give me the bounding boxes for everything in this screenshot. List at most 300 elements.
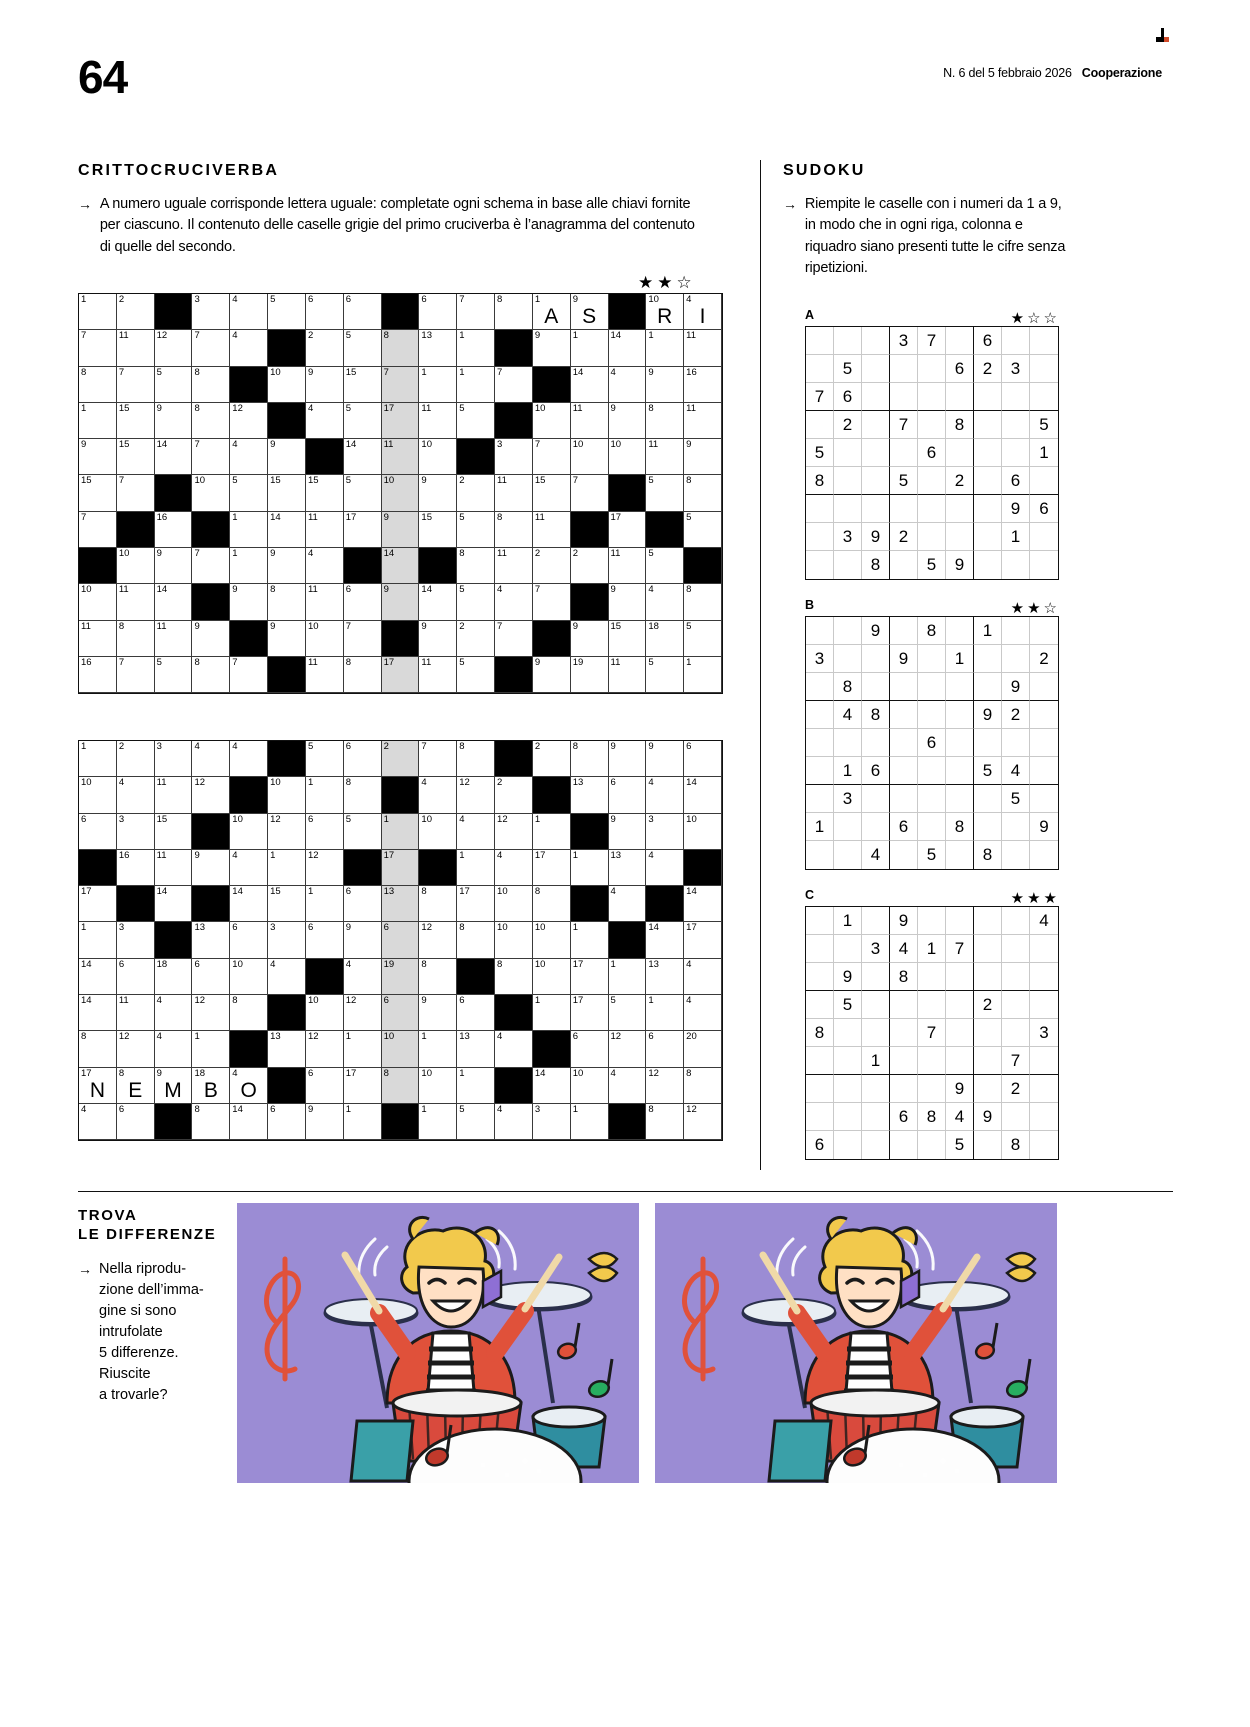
crossword-cell[interactable] xyxy=(192,1104,230,1140)
sudoku-cell-empty[interactable] xyxy=(890,355,918,383)
sudoku-cell-empty[interactable] xyxy=(974,1131,1002,1159)
crossword-cell[interactable] xyxy=(79,814,117,850)
sudoku-cell-empty[interactable] xyxy=(806,673,834,701)
crossword-cell[interactable] xyxy=(268,512,306,548)
sudoku-cell-empty[interactable] xyxy=(974,907,1002,935)
sudoku-cell-given[interactable]: 1 xyxy=(806,813,834,841)
crossword-cell[interactable] xyxy=(306,850,344,886)
crossword-cell[interactable] xyxy=(344,367,382,403)
sudoku-cell-given[interactable]: 9 xyxy=(862,617,890,645)
sudoku-cell-empty[interactable] xyxy=(834,551,862,579)
sudoku-cell-given[interactable]: 5 xyxy=(974,757,1002,785)
crossword-cell[interactable] xyxy=(419,1104,457,1140)
crossword-cell[interactable] xyxy=(609,959,647,995)
sudoku-cell-given[interactable]: 3 xyxy=(834,785,862,813)
crossword-cell[interactable] xyxy=(192,1031,230,1067)
sudoku-cell-empty[interactable] xyxy=(862,411,890,439)
sudoku-cell-empty[interactable] xyxy=(890,495,918,523)
sudoku-cell-given[interactable]: 1 xyxy=(946,645,974,673)
crossword-cell[interactable] xyxy=(646,995,684,1031)
sudoku-cell-empty[interactable] xyxy=(1030,467,1058,495)
crossword-cell[interactable] xyxy=(192,403,230,439)
crossword-cell[interactable] xyxy=(419,995,457,1031)
sudoku-cell-empty[interactable] xyxy=(1030,841,1058,869)
sudoku-cell-given[interactable]: 4 xyxy=(946,1103,974,1131)
crossword-cell[interactable] xyxy=(230,294,268,330)
crossword-cell[interactable] xyxy=(495,959,533,995)
crossword-cell[interactable] xyxy=(609,403,647,439)
sudoku-cell-empty[interactable] xyxy=(890,1047,918,1075)
sudoku-cell-empty[interactable] xyxy=(806,785,834,813)
crossword-cell[interactable] xyxy=(192,777,230,813)
crossword-cell[interactable] xyxy=(495,886,533,922)
sudoku-cell-empty[interactable] xyxy=(806,617,834,645)
crossword-cell[interactable] xyxy=(117,777,155,813)
crossword-cell[interactable] xyxy=(571,777,609,813)
crossword-cell[interactable] xyxy=(571,621,609,657)
crossword-cell[interactable] xyxy=(684,886,722,922)
sudoku-cell-empty[interactable] xyxy=(974,729,1002,757)
sudoku-cell-given[interactable]: 4 xyxy=(862,841,890,869)
sudoku-cell-empty[interactable] xyxy=(918,495,946,523)
crossword-cell[interactable] xyxy=(79,439,117,475)
crossword-cell[interactable] xyxy=(192,1068,230,1104)
sudoku-cell-empty[interactable] xyxy=(834,1131,862,1159)
crossword-cell[interactable] xyxy=(268,850,306,886)
crossword-cell[interactable] xyxy=(192,548,230,584)
sudoku-cell-given[interactable]: 3 xyxy=(806,645,834,673)
sudoku-cell-empty[interactable] xyxy=(974,813,1002,841)
sudoku-cell-empty[interactable] xyxy=(806,551,834,579)
crossword-cell[interactable] xyxy=(533,548,571,584)
sudoku-cell-empty[interactable] xyxy=(890,1075,918,1103)
sudoku-cell-given[interactable]: 8 xyxy=(918,1103,946,1131)
crossword-cell[interactable] xyxy=(457,741,495,777)
sudoku-cell-empty[interactable] xyxy=(974,467,1002,495)
sudoku-cell-empty[interactable] xyxy=(1002,617,1030,645)
crossword-cell[interactable] xyxy=(79,403,117,439)
sudoku-cell-empty[interactable] xyxy=(806,355,834,383)
crossword-cell[interactable] xyxy=(155,1068,193,1104)
sudoku-cell-given[interactable]: 2 xyxy=(1002,701,1030,729)
crossword-cell[interactable] xyxy=(495,512,533,548)
crossword-cell[interactable] xyxy=(306,403,344,439)
sudoku-cell-given[interactable]: 3 xyxy=(1002,355,1030,383)
crossword-cell[interactable] xyxy=(571,922,609,958)
sudoku-cell-given[interactable]: 2 xyxy=(946,467,974,495)
crossword-cell[interactable] xyxy=(117,403,155,439)
sudoku-cell-given[interactable]: 5 xyxy=(1030,411,1058,439)
sudoku-cell-given[interactable]: 7 xyxy=(806,383,834,411)
sudoku-cell-empty[interactable] xyxy=(1002,439,1030,467)
crossword-cell[interactable] xyxy=(344,621,382,657)
sudoku-cell-empty[interactable] xyxy=(918,991,946,1019)
crossword-cell[interactable] xyxy=(155,439,193,475)
crossword-cell[interactable] xyxy=(419,512,457,548)
crossword-cell[interactable] xyxy=(684,657,722,693)
crossword-cell[interactable] xyxy=(155,512,193,548)
sudoku-cell-empty[interactable] xyxy=(946,383,974,411)
crossword-cell[interactable] xyxy=(306,886,344,922)
crossword-cell[interactable] xyxy=(457,512,495,548)
crossword-cell[interactable] xyxy=(646,294,684,330)
crossword-cell[interactable] xyxy=(117,548,155,584)
crossword-cell[interactable] xyxy=(79,959,117,995)
sudoku-cell-empty[interactable] xyxy=(1030,991,1058,1019)
crossword-cell[interactable] xyxy=(344,294,382,330)
crossword-cell[interactable] xyxy=(646,657,684,693)
crossword-cell[interactable] xyxy=(684,512,722,548)
sudoku-cell-empty[interactable] xyxy=(1002,991,1030,1019)
sudoku-cell-empty[interactable] xyxy=(806,963,834,991)
crossword-cell[interactable] xyxy=(306,1068,344,1104)
sudoku-cell-empty[interactable] xyxy=(946,523,974,551)
crossword-cell[interactable] xyxy=(419,330,457,366)
crossword-cell[interactable] xyxy=(230,995,268,1031)
sudoku-cell-given[interactable]: 5 xyxy=(890,467,918,495)
sudoku-cell-empty[interactable] xyxy=(1002,1103,1030,1131)
sudoku-cell-empty[interactable] xyxy=(946,907,974,935)
crossword-cell[interactable] xyxy=(117,1104,155,1140)
sudoku-cell-empty[interactable] xyxy=(946,439,974,467)
crossword-cell[interactable] xyxy=(382,995,420,1031)
sudoku-cell-empty[interactable] xyxy=(890,785,918,813)
sudoku-cell-empty[interactable] xyxy=(862,785,890,813)
crossword-cell[interactable] xyxy=(117,439,155,475)
sudoku-cell-empty[interactable] xyxy=(890,991,918,1019)
sudoku-cell-given[interactable]: 3 xyxy=(1030,1019,1058,1047)
crossword-cell[interactable] xyxy=(155,1031,193,1067)
crossword-cell[interactable] xyxy=(457,995,495,1031)
crossword-cell[interactable] xyxy=(684,294,722,330)
crossword-cell[interactable] xyxy=(192,294,230,330)
sudoku-cell-empty[interactable] xyxy=(890,729,918,757)
crossword-cell[interactable] xyxy=(306,548,344,584)
crossword-cell[interactable] xyxy=(457,886,495,922)
sudoku-cell-given[interactable]: 1 xyxy=(834,907,862,935)
sudoku-cell-given[interactable]: 2 xyxy=(974,355,1002,383)
crossword-cell[interactable] xyxy=(306,777,344,813)
sudoku-cell-given[interactable]: 2 xyxy=(834,411,862,439)
crossword-cell[interactable] xyxy=(117,294,155,330)
crossword-cell[interactable] xyxy=(533,995,571,1031)
crossword-cell[interactable] xyxy=(344,475,382,511)
sudoku-cell-empty[interactable] xyxy=(890,1019,918,1047)
crossword-cell[interactable] xyxy=(79,512,117,548)
crossword-cell[interactable] xyxy=(268,367,306,403)
crossword-cell[interactable] xyxy=(382,741,420,777)
sudoku-cell-empty[interactable] xyxy=(834,439,862,467)
crossword-cell[interactable] xyxy=(344,1068,382,1104)
sudoku-cell-empty[interactable] xyxy=(862,673,890,701)
crossword-cell[interactable] xyxy=(268,621,306,657)
sudoku-cell-empty[interactable] xyxy=(974,523,1002,551)
sudoku-cell-empty[interactable] xyxy=(862,991,890,1019)
crossword-cell[interactable] xyxy=(79,294,117,330)
crossword-cell[interactable] xyxy=(609,1031,647,1067)
sudoku-grid-c[interactable] xyxy=(805,906,1059,1160)
crossword-cell[interactable] xyxy=(117,584,155,620)
sudoku-cell-given[interactable]: 1 xyxy=(834,757,862,785)
crossword-cell[interactable] xyxy=(609,367,647,403)
crossword-cell[interactable] xyxy=(155,403,193,439)
crossword-cell[interactable] xyxy=(382,475,420,511)
crossword-cell[interactable] xyxy=(230,475,268,511)
crossword-cell[interactable] xyxy=(230,1068,268,1104)
crossword-cell[interactable] xyxy=(419,475,457,511)
crossword-cell[interactable] xyxy=(344,403,382,439)
crossword-cell[interactable] xyxy=(684,814,722,850)
sudoku-cell-empty[interactable] xyxy=(918,963,946,991)
sudoku-cell-empty[interactable] xyxy=(806,1075,834,1103)
crossword-cell[interactable] xyxy=(155,995,193,1031)
crossword-cell[interactable] xyxy=(382,403,420,439)
crossword-cell[interactable] xyxy=(268,475,306,511)
crossword-cell[interactable] xyxy=(155,367,193,403)
crossword-cell[interactable] xyxy=(457,1104,495,1140)
crossword-cell[interactable] xyxy=(609,850,647,886)
crossword-cell[interactable] xyxy=(533,1068,571,1104)
crossword-cell[interactable] xyxy=(419,1068,457,1104)
sudoku-cell-empty[interactable] xyxy=(918,785,946,813)
crossword-cell[interactable] xyxy=(533,1104,571,1140)
sudoku-cell-empty[interactable] xyxy=(806,757,834,785)
crossword-cell[interactable] xyxy=(230,657,268,693)
sudoku-cell-empty[interactable] xyxy=(946,729,974,757)
crossword-cell[interactable] xyxy=(230,548,268,584)
sudoku-cell-empty[interactable] xyxy=(974,551,1002,579)
crossword-cell[interactable] xyxy=(344,330,382,366)
sudoku-cell-given[interactable]: 8 xyxy=(862,701,890,729)
sudoku-cell-empty[interactable] xyxy=(1030,551,1058,579)
crossword-cell[interactable] xyxy=(646,439,684,475)
crossword-cell[interactable] xyxy=(117,1068,155,1104)
crossword-cell[interactable] xyxy=(609,621,647,657)
sudoku-cell-empty[interactable] xyxy=(1030,673,1058,701)
crossword-cell[interactable] xyxy=(268,584,306,620)
crossword-cell[interactable] xyxy=(117,1031,155,1067)
crossword-cell[interactable] xyxy=(457,294,495,330)
sudoku-cell-empty[interactable] xyxy=(862,355,890,383)
sudoku-cell-empty[interactable] xyxy=(946,495,974,523)
crossword-cell[interactable] xyxy=(533,439,571,475)
crossword-cell[interactable] xyxy=(609,512,647,548)
sudoku-cell-given[interactable]: 7 xyxy=(890,411,918,439)
crossword-cell[interactable] xyxy=(192,850,230,886)
crossword-cell[interactable] xyxy=(306,657,344,693)
crossword-cell[interactable] xyxy=(155,548,193,584)
crossword-cell[interactable] xyxy=(382,439,420,475)
sudoku-cell-empty[interactable] xyxy=(974,439,1002,467)
crossword-cell[interactable] xyxy=(344,512,382,548)
sudoku-cell-empty[interactable] xyxy=(862,813,890,841)
sudoku-cell-empty[interactable] xyxy=(890,383,918,411)
crossword-cell[interactable] xyxy=(571,294,609,330)
sudoku-cell-empty[interactable] xyxy=(1002,935,1030,963)
sudoku-cell-empty[interactable] xyxy=(1030,701,1058,729)
sudoku-cell-empty[interactable] xyxy=(862,1019,890,1047)
crossword-cell[interactable] xyxy=(230,1104,268,1140)
crossword-cell[interactable] xyxy=(79,621,117,657)
sudoku-cell-empty[interactable] xyxy=(806,411,834,439)
sudoku-cell-empty[interactable] xyxy=(890,673,918,701)
crossword-cell[interactable] xyxy=(268,294,306,330)
crossword-cell[interactable] xyxy=(306,294,344,330)
crossword-cell[interactable] xyxy=(533,959,571,995)
crossword-cell[interactable] xyxy=(646,777,684,813)
crossword-cell[interactable] xyxy=(344,922,382,958)
crossword-cell[interactable] xyxy=(495,1104,533,1140)
sudoku-cell-given[interactable]: 6 xyxy=(890,1103,918,1131)
crossword-cell[interactable] xyxy=(533,814,571,850)
sudoku-cell-empty[interactable] xyxy=(834,495,862,523)
crossword-cell[interactable] xyxy=(382,850,420,886)
crossword-cell[interactable] xyxy=(344,995,382,1031)
crossword-cell[interactable] xyxy=(79,777,117,813)
crossword-cell[interactable] xyxy=(495,367,533,403)
sudoku-cell-empty[interactable] xyxy=(1030,785,1058,813)
crossword-cell[interactable] xyxy=(79,995,117,1031)
sudoku-cell-given[interactable]: 3 xyxy=(834,523,862,551)
crossword-cell[interactable] xyxy=(571,367,609,403)
sudoku-cell-empty[interactable] xyxy=(918,1131,946,1159)
sudoku-cell-empty[interactable] xyxy=(890,701,918,729)
crossword-cell[interactable] xyxy=(457,814,495,850)
crossword-cell[interactable] xyxy=(382,367,420,403)
crossword-cell[interactable] xyxy=(684,475,722,511)
crossword-cell[interactable] xyxy=(268,777,306,813)
sudoku-cell-empty[interactable] xyxy=(974,411,1002,439)
sudoku-cell-empty[interactable] xyxy=(806,935,834,963)
sudoku-cell-given[interactable]: 6 xyxy=(890,813,918,841)
crossword-cell[interactable] xyxy=(117,922,155,958)
crossword-cell[interactable] xyxy=(457,548,495,584)
crossword-cell[interactable] xyxy=(571,657,609,693)
crossword-cell[interactable] xyxy=(306,330,344,366)
crossword-cell[interactable] xyxy=(117,475,155,511)
crossword-cell[interactable] xyxy=(684,330,722,366)
crossword-cell[interactable] xyxy=(155,850,193,886)
sudoku-cell-empty[interactable] xyxy=(918,523,946,551)
crossword-cell[interactable] xyxy=(457,1031,495,1067)
crossword-cell[interactable] xyxy=(684,777,722,813)
sudoku-cell-given[interactable]: 1 xyxy=(1030,439,1058,467)
crossword-cell[interactable] xyxy=(609,886,647,922)
sudoku-cell-empty[interactable] xyxy=(974,1019,1002,1047)
crossword-cell[interactable] xyxy=(457,330,495,366)
sudoku-cell-empty[interactable] xyxy=(1002,841,1030,869)
crossword-cell[interactable] xyxy=(192,439,230,475)
sudoku-cell-empty[interactable] xyxy=(890,617,918,645)
crossword-cell[interactable] xyxy=(382,548,420,584)
sudoku-cell-given[interactable]: 5 xyxy=(1002,785,1030,813)
crossword-cell[interactable] xyxy=(571,330,609,366)
crossword-cell[interactable] xyxy=(268,959,306,995)
sudoku-cell-empty[interactable] xyxy=(890,1131,918,1159)
crossword-cell[interactable] xyxy=(117,995,155,1031)
crossword-cell[interactable] xyxy=(533,584,571,620)
crossword-cell[interactable] xyxy=(306,367,344,403)
crossword-cell[interactable] xyxy=(344,741,382,777)
sudoku-cell-empty[interactable] xyxy=(1030,729,1058,757)
crossword-cell[interactable] xyxy=(230,741,268,777)
crossword-cell[interactable] xyxy=(571,1068,609,1104)
crossword-cell[interactable] xyxy=(571,995,609,1031)
sudoku-cell-empty[interactable] xyxy=(918,907,946,935)
crossword-cell[interactable] xyxy=(646,814,684,850)
sudoku-cell-empty[interactable] xyxy=(1030,523,1058,551)
crossword-cell[interactable] xyxy=(495,850,533,886)
crossword-cell[interactable] xyxy=(155,741,193,777)
sudoku-cell-empty[interactable] xyxy=(862,729,890,757)
crossword-cell[interactable] xyxy=(382,1068,420,1104)
sudoku-cell-empty[interactable] xyxy=(974,645,1002,673)
crossword-cell[interactable] xyxy=(646,850,684,886)
crossword-cell[interactable] xyxy=(419,584,457,620)
crossword-cell[interactable] xyxy=(646,584,684,620)
crossword-cell[interactable] xyxy=(457,621,495,657)
sudoku-cell-given[interactable]: 5 xyxy=(918,841,946,869)
crossword-cell[interactable] xyxy=(457,475,495,511)
sudoku-cell-empty[interactable] xyxy=(918,1075,946,1103)
crossword-cell[interactable] xyxy=(609,1068,647,1104)
crossword-cell[interactable] xyxy=(419,367,457,403)
sudoku-cell-given[interactable]: 4 xyxy=(1002,757,1030,785)
sudoku-cell-empty[interactable] xyxy=(946,1047,974,1075)
crossword-cell[interactable] xyxy=(646,403,684,439)
sudoku-cell-given[interactable]: 1 xyxy=(1002,523,1030,551)
crossword-cell[interactable] xyxy=(344,777,382,813)
sudoku-cell-empty[interactable] xyxy=(862,645,890,673)
crossword-cell[interactable] xyxy=(609,584,647,620)
sudoku-cell-empty[interactable] xyxy=(834,467,862,495)
crossword-cell[interactable] xyxy=(230,886,268,922)
sudoku-cell-given[interactable]: 1 xyxy=(974,617,1002,645)
sudoku-cell-given[interactable]: 8 xyxy=(1002,1131,1030,1159)
crossword-cell[interactable] xyxy=(344,657,382,693)
sudoku-cell-empty[interactable] xyxy=(946,785,974,813)
crossword-cell[interactable] xyxy=(609,657,647,693)
sudoku-cell-given[interactable]: 9 xyxy=(862,523,890,551)
crossword-cell[interactable] xyxy=(155,584,193,620)
crossword-cell[interactable] xyxy=(533,922,571,958)
crossword-cell[interactable] xyxy=(533,512,571,548)
crossword-cell[interactable] xyxy=(646,548,684,584)
crossword-cell[interactable] xyxy=(684,439,722,475)
sudoku-cell-empty[interactable] xyxy=(946,327,974,355)
sudoku-cell-empty[interactable] xyxy=(918,813,946,841)
crossword-cell[interactable] xyxy=(571,850,609,886)
sudoku-cell-empty[interactable] xyxy=(918,673,946,701)
sudoku-cell-empty[interactable] xyxy=(862,383,890,411)
crossword-cell[interactable] xyxy=(117,330,155,366)
crossword-cell[interactable] xyxy=(230,850,268,886)
crossword-cell[interactable] xyxy=(419,777,457,813)
crossword-cell[interactable] xyxy=(571,403,609,439)
crossword-cell[interactable] xyxy=(609,814,647,850)
sudoku-cell-empty[interactable] xyxy=(834,813,862,841)
sudoku-cell-empty[interactable] xyxy=(1030,757,1058,785)
crossword-cell[interactable] xyxy=(419,922,457,958)
crossword-cell[interactable] xyxy=(155,886,193,922)
crossword-cell[interactable] xyxy=(79,741,117,777)
sudoku-cell-empty[interactable] xyxy=(862,467,890,495)
sudoku-cell-given[interactable]: 8 xyxy=(918,617,946,645)
sudoku-cell-empty[interactable] xyxy=(1030,1103,1058,1131)
sudoku-cell-empty[interactable] xyxy=(1002,1019,1030,1047)
sudoku-cell-empty[interactable] xyxy=(918,757,946,785)
sudoku-cell-given[interactable]: 9 xyxy=(974,701,1002,729)
